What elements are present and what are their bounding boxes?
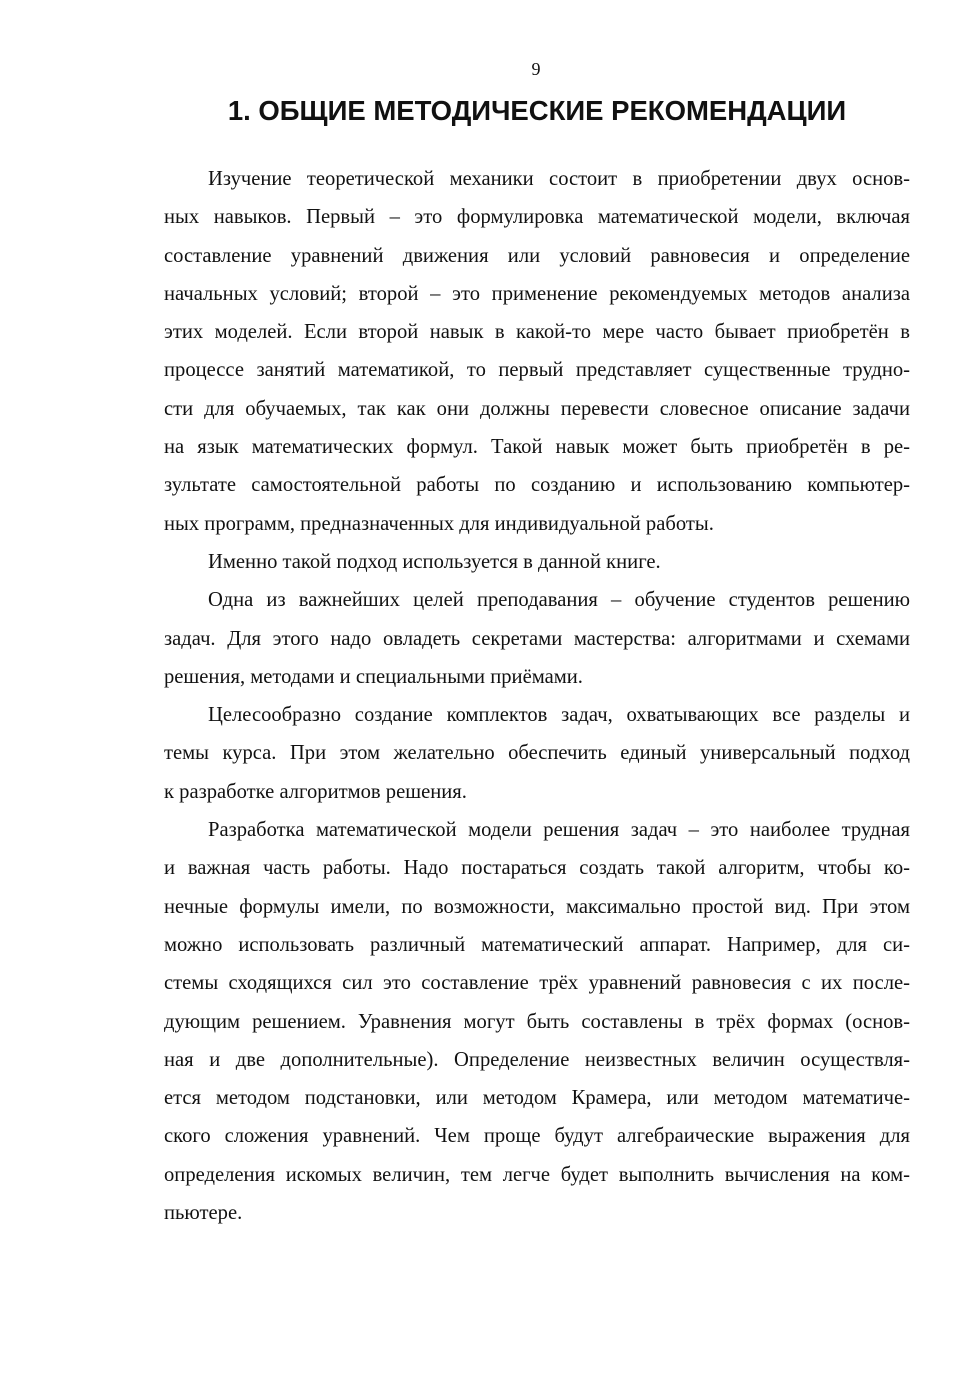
text-line: к разработке алгоритмов решения. [164,780,467,803]
paragraph [164,160,910,543]
text-line: начальных условий; второй – это применение рекомендуемых методов анализа [164,282,910,305]
text-line: ется методом подстановки, или методом Крамера, или методом математиче- [164,1087,910,1110]
text-line: ского сложения уравнений. Чем проще будут алгебраические выражения для [164,1125,910,1148]
text-line: решения, методами и специальными приёмами. [164,665,583,688]
text-line: ная и две дополнительные). Определение неизвестных величин осуществля- [164,1048,910,1071]
chapter-title: 1. ОБЩИЕ МЕТОДИЧЕСКИЕ РЕКОМЕНДАЦИИ [227,95,847,126]
text-line: сти для обучаемых, так как они должны перевести словесное описание задачи [164,397,910,420]
text-line: пьютере. [164,1202,243,1225]
body-text [164,160,910,1232]
text-line: Разработка математической модели решения задач – это наиболее трудная [208,819,910,842]
page-number: 9 [531,59,541,79]
text-line: зультате самостоятельной работы по созданию и использованию компьютер- [164,474,910,497]
paragraph [164,811,910,1232]
paragraph [164,581,910,696]
text-line: процессе занятий математикой, то первый представляет существенные трудно- [164,359,910,382]
text-line: ных навыков. Первый – это формулировка математической модели, включая [164,206,910,229]
text-line: определения искомых величин, тем легче будет выполнить вычисления на ком- [164,1163,910,1186]
text-line: можно использовать различный математический аппарат. Например, для си- [164,933,910,956]
text-line: Именно такой подход используется в данной книге. [208,550,661,573]
paragraph [164,543,910,581]
text-line: Целесообразно создание комплектов задач, охватывающих все разделы и [208,704,910,727]
text-line: на язык математических формул. Такой навык может быть приобретён в ре- [164,436,910,459]
text-line: составление уравнений движения или условий равновесия и определение [164,244,910,267]
text-line: стемы сходящихся сил это составление трёх уравнений равновесия с их после- [164,972,910,995]
text-line: этих моделей. Если второй навык в какой-то мере часто бывает приобретён в [164,321,910,344]
text-line: ных программ, предназначенных для индивидуальной работы. [164,512,714,535]
text-line: и важная часть работы. Надо постараться создать такой алгоритм, чтобы ко- [164,857,910,880]
text-line: Изучение теоретической механики состоит в приобретении двух основ- [208,168,910,190]
text-line: задач. Для этого надо овладеть секретами мастерства: алгоритмами и схемами [164,627,910,650]
text-line: дующим решением. Уравнения могут быть составлены в трёх формах (основ- [164,1010,910,1033]
text-line: темы курса. При этом желательно обеспечить единый универсальный подход [164,742,910,765]
text-line: Одна из важнейших целей преподавания – обучение студентов решению [208,589,910,612]
text-line: нечные формулы имели, по возможности, максимально простой вид. При этом [164,895,910,918]
paragraph [164,696,910,811]
